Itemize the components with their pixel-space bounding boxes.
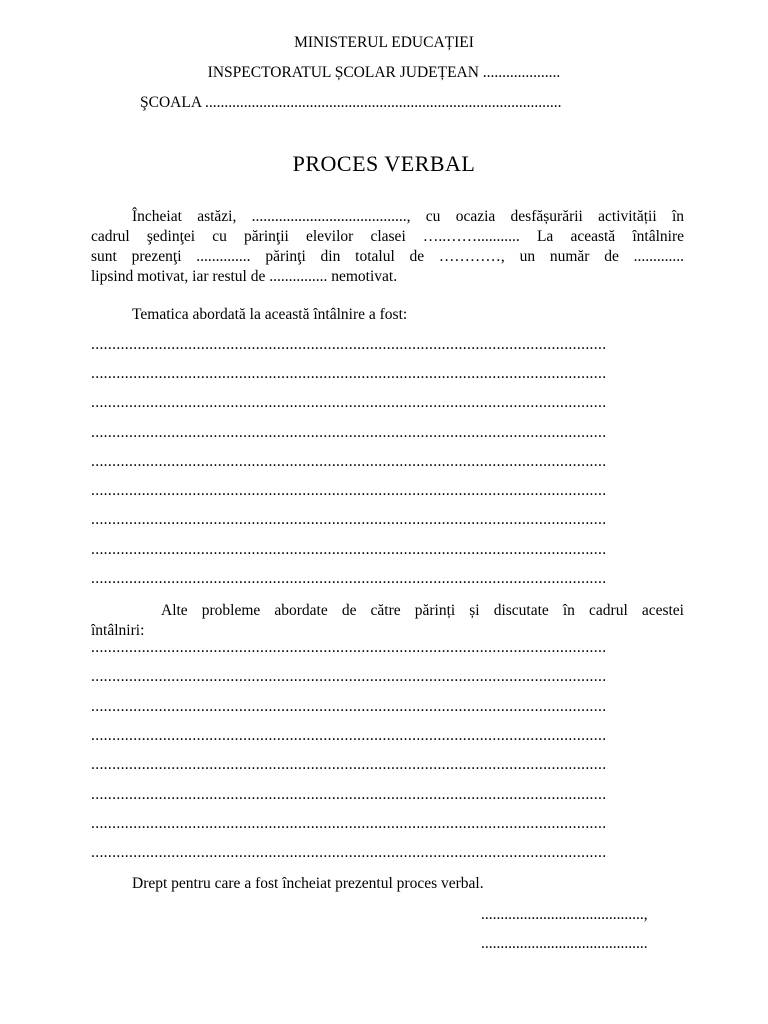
topics-fill-line[interactable]: .......................................................................................................................... (91, 424, 607, 441)
other-issues-label (91, 601, 684, 641)
signature-line[interactable]: ........................................... (481, 935, 648, 952)
other-issues-fill-line[interactable]: .......................................................................................................................... (91, 815, 607, 832)
inspectorate-header: INSPECTORATUL ȘCOLAR JUDEȚEAN .................... (207, 64, 561, 81)
topics-fill-line[interactable]: .......................................................................................................................... (91, 482, 607, 499)
ministry-header: MINISTERUL EDUCAȚIEI (294, 34, 474, 51)
other-issues-fill-line[interactable]: .......................................................................................................................... (91, 668, 607, 685)
other-issues-fill-line[interactable]: .......................................................................................................................... (91, 698, 607, 715)
other-issues-label-line: întâlniri: (91, 622, 145, 639)
closing-statement: Drept pentru care a fost încheiat prezentul proces verbal. (132, 875, 484, 892)
topics-fill-line[interactable]: .......................................................................................................................... (91, 511, 607, 528)
intro-line: Încheiat astăzi, ........................................, cu ocazia desfășurării activității în (132, 208, 684, 225)
other-issues-fill-line[interactable]: .......................................................................................................................... (91, 756, 607, 773)
topics-fill-line[interactable]: .......................................................................................................................... (91, 570, 607, 587)
topics-fill-line[interactable]: .......................................................................................................................... (91, 336, 607, 353)
topics-fill-line[interactable]: .......................................................................................................................... (91, 394, 607, 411)
intro-paragraph (91, 207, 684, 287)
intro-line: sunt prezenţi .............. părinţi din totalul de …………, un număr de ............. (91, 248, 684, 265)
intro-line: lipsind motivat, iar restul de ............... nemotivat. (91, 268, 398, 285)
other-issues-fill-line[interactable]: .......................................................................................................................... (91, 786, 607, 803)
topics-fill-line[interactable]: .......................................................................................................................... (91, 365, 607, 382)
other-issues-fill-line[interactable]: .......................................................................................................................... (91, 639, 607, 656)
topics-fill-line[interactable]: .......................................................................................................................... (91, 541, 607, 558)
topics-label: Tematica abordată la această întâlnire a fost: (132, 306, 408, 323)
other-issues-fill-line[interactable]: .......................................................................................................................... (91, 844, 607, 861)
other-issues-fill-line[interactable]: .......................................................................................................................... (91, 727, 607, 744)
signature-line[interactable]: .........................................., (481, 906, 648, 923)
topics-fill-line[interactable]: .......................................................................................................................... (91, 453, 607, 470)
document-title: PROCES VERBAL (292, 151, 476, 176)
intro-line: cadrul şedinţei cu părinţii elevilor clasei …..……........... La această întâlnire (91, 228, 684, 245)
school-header: ŞCOALA ............................................................................................ (140, 94, 562, 111)
other-issues-label-line: Alte probleme abordate de către părinți și discutate în cadrul acestei (161, 602, 684, 619)
